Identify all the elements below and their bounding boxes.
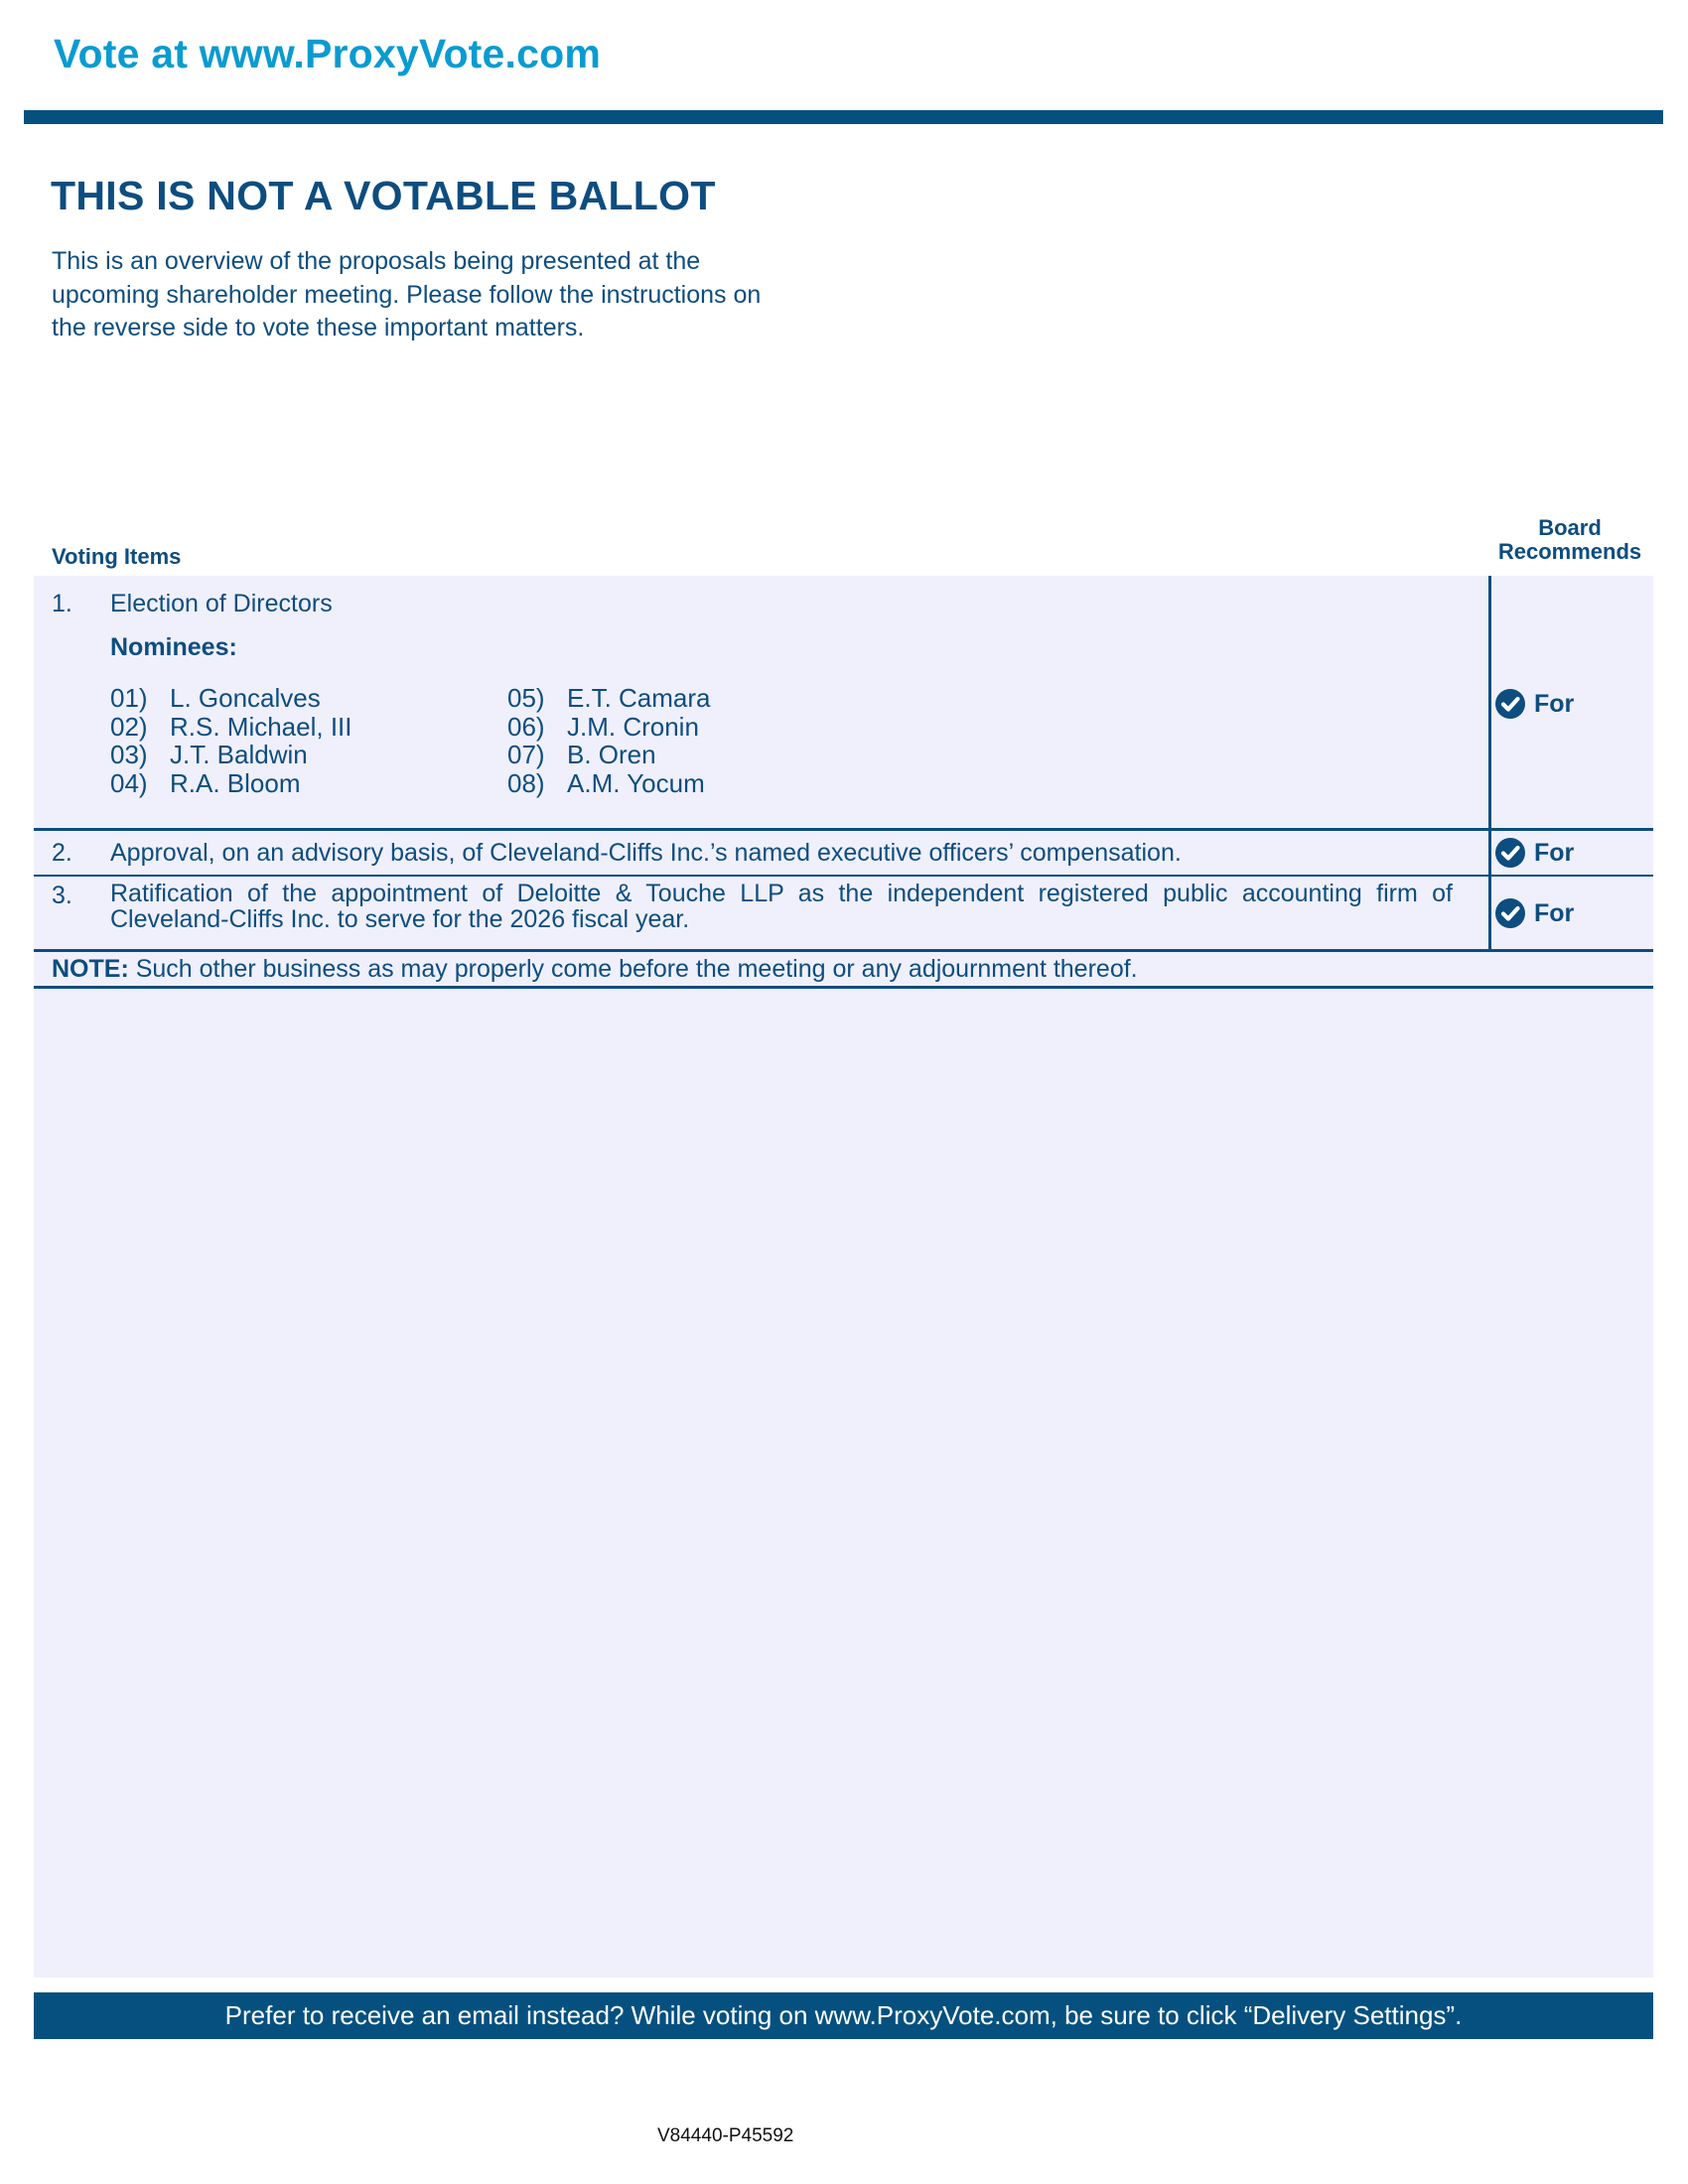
nominee-number: 02)	[110, 711, 148, 742]
nominee-number: 06)	[507, 711, 545, 742]
proxyvote-link-heading: Vote at www.ProxyVote.com	[54, 31, 602, 76]
item-2-text: Approval, on an advisory basis, of Cleveland-Cliffs Inc.’s named executive officers’ compensation.	[110, 839, 1182, 867]
note-body: Such other business as may properly come before the meeting or any adjournment thereof.	[128, 955, 1138, 983]
item-3-text-line1: Ratification of the appointment of Deloitte & Touche LLP as the independent registered public accounting firm of	[110, 880, 1453, 907]
note-label: NOTE:	[52, 955, 129, 983]
board-recommends-line2: Recommends	[1497, 539, 1642, 564]
nominee-name: R.S. Michael, III	[170, 711, 352, 742]
nominee-name: R.A. Bloom	[170, 767, 301, 798]
row-divider	[34, 828, 1653, 831]
row-divider	[34, 949, 1653, 952]
recommendation-label: For	[1534, 838, 1575, 867]
item-3-number: 3.	[52, 882, 72, 909]
nominee-name: B. Oren	[567, 740, 656, 769]
item-1-recommendation	[1495, 689, 1574, 719]
note-text	[52, 955, 1138, 984]
item-1-text: Election of Directors	[110, 590, 333, 617]
banner-text: Prefer to receive an email instead? While voting on www.ProxyVote.com, be sure to click “Delivery Settings”.	[224, 2000, 1463, 2030]
check-circle-icon	[1495, 898, 1525, 928]
intro-line: upcoming shareholder meeting. Please follow the instructions on	[52, 280, 762, 309]
check-circle-icon	[1495, 689, 1525, 719]
recommendation-label: For	[1534, 898, 1575, 927]
column-divider	[1488, 576, 1491, 951]
nominee-name: E.T. Camara	[567, 683, 711, 713]
header-divider-bar	[24, 110, 1663, 124]
nominee-number: 08)	[507, 767, 545, 798]
intro-line: the reverse side to vote these important matters.	[52, 314, 585, 341]
nominee-name: J.T. Baldwin	[170, 740, 308, 769]
nominee-number: 07)	[507, 740, 545, 769]
nominee-name: L. Goncalves	[170, 683, 321, 713]
intro-line: This is an overview of the proposals being presented at the	[52, 247, 701, 275]
nominee-number: 04)	[110, 767, 148, 798]
email-delivery-banner	[34, 1992, 1653, 2039]
nominee-name: A.M. Yocum	[567, 767, 705, 798]
item-2-recommendation	[1495, 838, 1574, 868]
item-3-text-line2: Cleveland-Cliffs Inc. to serve for the 2026 fiscal year.	[110, 905, 690, 933]
nominee-number: 05)	[507, 683, 545, 713]
recommendation-label: For	[1534, 689, 1575, 718]
check-circle-icon	[1495, 838, 1525, 868]
nominee-number: 03)	[110, 740, 148, 769]
item-1-number: 1.	[52, 590, 72, 617]
nominee-number: 01)	[110, 683, 148, 713]
row-divider	[34, 986, 1653, 989]
nominees-label: Nominees:	[110, 633, 237, 661]
item-3-recommendation	[1495, 898, 1574, 928]
document-code: V84440-P45592	[657, 2125, 794, 2146]
item-2-number: 2.	[52, 839, 72, 867]
board-recommends-header	[1479, 516, 1660, 564]
voting-items-header: Voting Items	[52, 544, 182, 569]
row-divider	[34, 875, 1653, 877]
nominee-name: J.M. Cronin	[567, 711, 699, 742]
board-recommends-line1: Board	[1538, 515, 1602, 540]
page-title: THIS IS NOT A VOTABLE BALLOT	[51, 173, 716, 218]
intro-paragraph	[52, 245, 846, 345]
